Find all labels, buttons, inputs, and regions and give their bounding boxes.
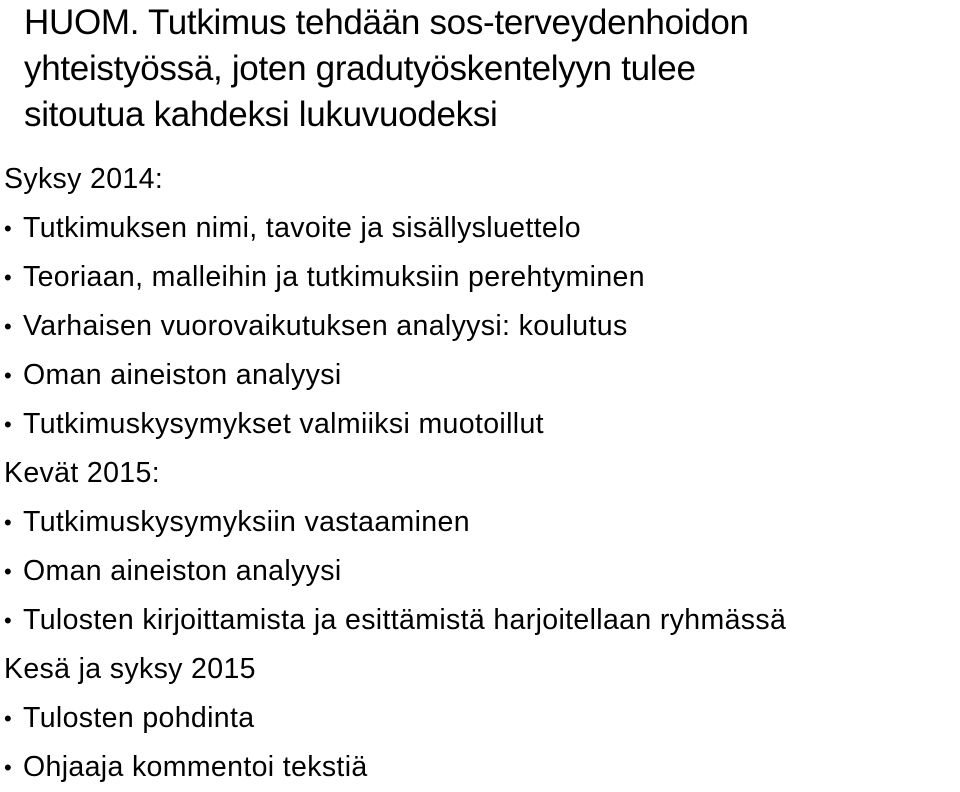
slide-content — [0, 155, 960, 792]
list-item-text: Tulosten pohdinta — [23, 702, 255, 734]
list-item-text: Ohjaaja kommentoi tekstiä — [23, 751, 368, 783]
section-heading-spring-2015: Kevät 2015: — [4, 457, 160, 489]
bullet-icon: • — [4, 755, 13, 780]
bullet-icon: • — [4, 216, 13, 241]
list-item — [0, 253, 960, 302]
section-heading-autumn-2014: Syksy 2014: — [4, 163, 164, 195]
title-line: HUOM. Tutkimus tehdään sos-terveydenhoidon — [24, 3, 749, 42]
list-item — [0, 547, 960, 596]
list-item-text: Varhaisen vuorovaikutuksen analyysi: koulutus — [23, 310, 628, 342]
list-item-text: Tutkimuksen nimi, tavoite ja sisällysluettelo — [23, 212, 581, 244]
list-item — [0, 351, 960, 400]
list-item-text: Teoriaan, malleihin ja tutkimuksiin perehtyminen — [23, 261, 645, 293]
list-item-text: Tulosten kirjoittamista ja esittämistä harjoitellaan ryhmässä — [23, 604, 787, 636]
section-heading-summer-autumn-2015: Kesä ja syksy 2015 — [4, 653, 256, 685]
list-item-text: Tutkimuskysymyksiin vastaaminen — [23, 506, 470, 538]
bullet-icon: • — [4, 608, 13, 633]
list-item — [0, 694, 960, 743]
bullet-icon: • — [4, 363, 13, 388]
list-item — [0, 302, 960, 351]
slide-title — [24, 0, 954, 138]
title-line: yhteistyössä, joten gradutyöskentelyyn tulee — [24, 49, 696, 88]
bullet-icon: • — [4, 412, 13, 437]
list-item-text: Tutkimuskysymykset valmiiksi muotoillut — [23, 408, 544, 440]
list-item — [0, 743, 960, 792]
title-line: sitoutua kahdeksi lukuvuodeksi — [24, 95, 498, 134]
bullet-icon: • — [4, 706, 13, 731]
bullet-icon: • — [4, 265, 13, 290]
list-item-text: Oman aineiston analyysi — [23, 359, 342, 391]
list-item — [0, 204, 960, 253]
bullet-icon: • — [4, 559, 13, 584]
list-item — [0, 596, 960, 645]
list-item-text: Oman aineiston analyysi — [23, 555, 342, 587]
list-item — [0, 400, 960, 449]
bullet-icon: • — [4, 314, 13, 339]
list-item — [0, 498, 960, 547]
bullet-icon: • — [4, 510, 13, 535]
